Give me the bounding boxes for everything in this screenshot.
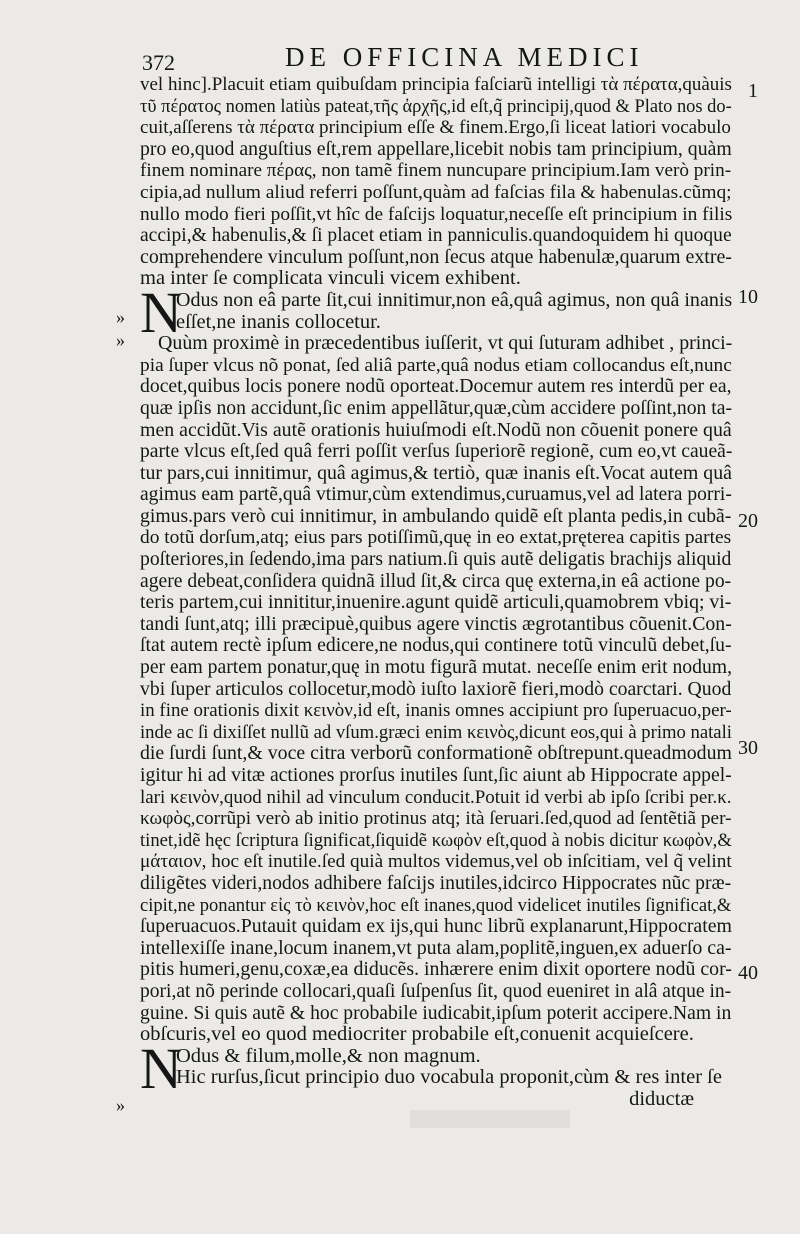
text-line: vel hinc].Placuit etiam quibuſdam principia faſciarũ intelligi τὰ πέρατα,quàuis bbox=[140, 74, 732, 95]
running-title: DE OFFICINA MEDICI bbox=[285, 42, 644, 72]
text-line: tinet,idẽ hęc ſcriptura ſignificat,ſiquidẽ κωφὸν eſt,quod à nobis dicitur κωφὸν,& bbox=[140, 829, 732, 851]
lemma-line: Odus & filum,molle,& non magnum. bbox=[176, 1044, 481, 1067]
text-line: diligẽtes videri,nodos adhibere faſcijs inutiles,idcirco Hippocrates nũc præ- bbox=[140, 871, 732, 894]
text-line: vbi ſuper articulos collocetur,modò iuſto laxiorẽ fieri,modò coarctari. Quod bbox=[140, 677, 732, 700]
text-line: do totũ dorſum,atq; eius pars potiſſimũ,quę in eo extat,pręterea capitis partes bbox=[140, 527, 732, 549]
text-line: in fine orationis dixit κεινὸν,id eſt, inanis omnes accipiunt pro ſuperuacuo,per- bbox=[140, 700, 732, 722]
text-line: parte vlcus eſt,ſed quâ ferri poſſit verſus ſuperiorẽ regionẽ, cum eo,vt caueã- bbox=[140, 441, 733, 463]
text-line: pro eo,quod anguſtius eſt,rem appellare,licebit nobis tam principium, quàm bbox=[140, 137, 732, 160]
text-line: obſcuris,vel eo quod mediocriter probabile eſt,conuenit acquieſcere. bbox=[140, 1023, 694, 1046]
lemma-line: Odus non eâ parte ſit,cui innitimur,non eâ,quâ agimus, non quâ inanis bbox=[176, 288, 733, 311]
text-line: pori,at nõ perinde collocari,quaſi ſuſpenſus ſit, quod eueniret in alâ atque in- bbox=[140, 980, 732, 1002]
margin-line-number: 20 bbox=[738, 510, 758, 532]
catchword: diductæ bbox=[629, 1087, 694, 1110]
lemma-line: eſſet,ne inanis collocetur. bbox=[176, 310, 381, 333]
text-line: quæ ipſis non accidunt,ſic enim appellãtur,quæ,cùm accidere poſſint,non ta- bbox=[140, 396, 733, 419]
margin-line-number: 1 bbox=[748, 80, 758, 102]
text-line: κωφὸς,corrũpi verò ab initio protinus atq; ità ſeruari.ſed,quod ad ſentẽtiã per- bbox=[140, 808, 732, 830]
text-line: finem nominare πέρας, non tamẽ finem nuncupare principium.Iam verò prin- bbox=[140, 160, 732, 182]
text-line: per eam partem ponatur,quę in motu figurã mutat. neceſſe enim erit nodum, bbox=[140, 656, 732, 679]
text-line: teris partem,cui innititur,inuenire.agunt quidẽ articuli,quamobrem vbiq; vi- bbox=[140, 591, 732, 614]
text-line: τῦ πέρατος nomen latiùs pateat,τῆς ἀρχῆς,id eſt,q̃ principij,quod & Plato nos do- bbox=[140, 95, 732, 116]
text-line: poſteriores,in ſedendo,ima pars natium.ſi quis autẽ deligatis brachijs aliquid bbox=[140, 548, 732, 571]
text-line: Quùm proximè in præcedentibus iuſſerit, vt qui ſuturam adhibet , princi- bbox=[158, 332, 733, 355]
text-line: agere debeat,conſidera quidnã illud ſit,& circa quę externa,in eâ actione po- bbox=[140, 569, 732, 592]
body-text bbox=[140, 74, 732, 1111]
text-line: intellexiſſe inane,locum inanem,vt puta alam,poplitẽ,inguen,ex aduerſo ca- bbox=[140, 936, 732, 959]
lemma-marker: » bbox=[116, 307, 125, 327]
text-line: inde ac ſi dixiſſet nullũ ad vſum.græci enim κεινὸς,dicunt eos,qui à primo natali bbox=[140, 721, 732, 743]
text-line: cipit,ne ponantur εἰς τὸ κεινὸν,hoc eſt inanes,quod videlicet inutiles ſignificat,& bbox=[140, 894, 732, 916]
text-line: tandi ſunt,atq; illi præcipuè,quibus agere vinctis ægrotantibus cõuenit.Con- bbox=[140, 612, 732, 635]
text-line: docet,quibus locis ponere nodũ oporteat.Docemur autem res interdũ per ea, bbox=[140, 375, 732, 398]
text-line: gimus.pars verò cui innitimur, in ambulando quidẽ eſt planta pedis,in cubã- bbox=[140, 504, 732, 527]
text-line: μάταιον, hoc eſt inutile.ſed quià multos videmus,vel ob inſcitiam, vel q̃ velint bbox=[140, 851, 732, 873]
text-line: men accidũt.Vis autẽ orationis huiuſmodi eſt.Nodũ non cõuenit ponere quâ bbox=[140, 418, 732, 441]
text-line: cipia,ad nullum aliud referri poſſunt,quàm ad faſcias fila & habenulas.cũmq; bbox=[140, 181, 732, 203]
text-line: cuit,aſſerens τὰ πέρατα principium eſſe & finem.Ergo,ſi liceat latiori vocabulo bbox=[140, 117, 731, 139]
text-line: igitur hi ad vitæ actiones prorſus inutiles ſunt,ſic aiunt ab Hippocrate appel- bbox=[140, 764, 732, 786]
text-line: die ſurdi ſunt,& voce citra verborũ conformationẽ obſtrepunt.queadmodum bbox=[140, 742, 732, 765]
lemma-marker: » bbox=[116, 330, 125, 350]
text-line: ſuperuacuos.Putauit quidam ex ijs,qui hunc librũ explanarunt,Hippocratem bbox=[140, 915, 732, 938]
lemma-marker: » bbox=[116, 1095, 125, 1115]
text-line: comprehendere vinculum poſſunt,non ſecus atque habenulæ,quarum extre- bbox=[140, 245, 732, 268]
lemma-line: Hic rurſus,ſicut principio duo vocabula proponit,cùm & res inter ſe bbox=[176, 1066, 722, 1089]
text-line: ſtat autem rectè ipſum edicere,ne nodus,qui continere totũ vinculũ debet,ſu- bbox=[140, 634, 732, 657]
page-stain bbox=[410, 1110, 570, 1128]
text-line: tur pars,cui innitimur, quâ agimus,& tertiò, quæ inanis eſt.Vocat autem quâ bbox=[140, 461, 732, 484]
text-line: ma inter ſe complicata vinculi vicem exhibent. bbox=[140, 267, 521, 290]
text-line: agimus eam partẽ,quâ vtimur,cùm extendimus,curuamus,vel ad latera porri- bbox=[140, 484, 732, 506]
drop-initial: N bbox=[140, 1035, 182, 1101]
text-line: pitis humeri,genu,coxæ,ea diducẽs. inhærere enim dixit oportere nodũ cor- bbox=[140, 958, 732, 981]
margin-line-number: 30 bbox=[738, 737, 758, 759]
text-line: pia ſuper vlcus nõ ponat, ſed aliâ parte,quâ nodus etiam collocandus eſt,nunc bbox=[140, 354, 732, 376]
margin-line-number: 40 bbox=[738, 962, 758, 984]
text-line: guine. Si quis autẽ & hoc probabile iudicabit,ipſum poterit accipere.Nam in bbox=[140, 1001, 732, 1024]
text-line: lari κεινὸν,quod nihil ad vinculum conducit.Potuit id verbi ab ipſo ſcribi per.κ. bbox=[140, 786, 732, 808]
text-line: accipi,& habenulis,& ſi placet etiam in panniculis.quandoquidem hi quoque bbox=[140, 225, 732, 247]
drop-initial: N bbox=[140, 279, 182, 345]
text-line: nullo modo fieri poſſit,vt hîc de faſcijs loquatur,neceſſe eſt principium in filis bbox=[140, 203, 733, 225]
margin-line-number: 10 bbox=[738, 286, 758, 308]
page-number: 372 bbox=[142, 50, 175, 75]
